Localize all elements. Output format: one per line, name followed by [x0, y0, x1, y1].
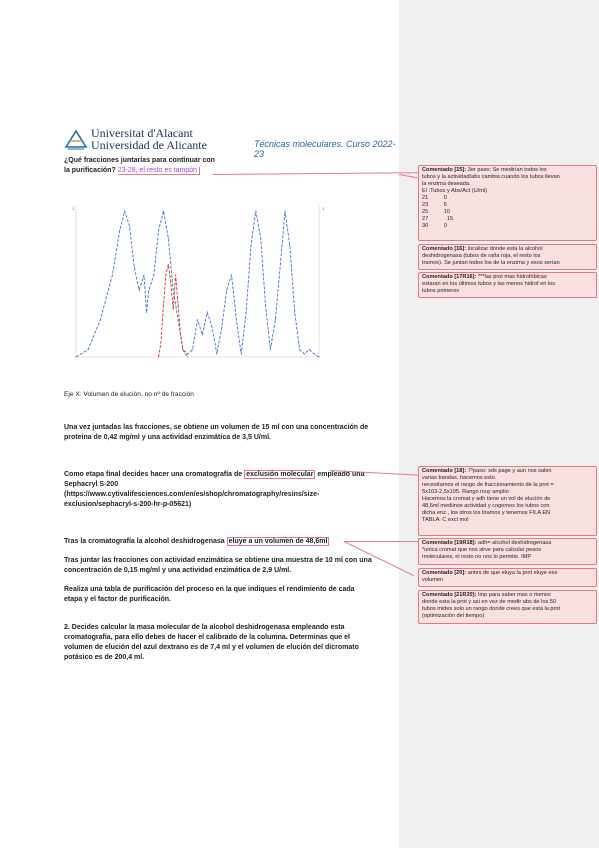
data-point	[197, 319, 198, 320]
elution-chart	[64, 200, 339, 380]
paragraph-4-line-2: concentración de 0,15 mg/ml y una actividad enzimática de 2,9 U/ml.	[64, 567, 292, 574]
data-point	[241, 354, 242, 355]
comment-line: estaran en los últimos tubos y las menos hidrof en los	[422, 281, 556, 287]
comment-line: volumen	[422, 577, 444, 583]
data-point	[236, 319, 237, 320]
comment-line: 3er paso: Se medirían todos los	[467, 167, 547, 173]
course-title: Técnicas moleculares. Curso 2022-23	[254, 139, 396, 159]
answer-text: 23-28, el resto es tampón	[118, 167, 200, 175]
data-point	[212, 327, 213, 328]
data-point	[187, 357, 188, 358]
comment-line: donde esta la prot y asi en vez de medir abs de los 50	[422, 599, 557, 605]
data-point	[178, 304, 179, 305]
data-point	[129, 225, 130, 226]
data-point	[173, 309, 174, 310]
comment-title: Comentado [18]:	[422, 468, 467, 474]
data-point	[182, 349, 183, 350]
paragraph-5-line-2: etapa y el factor de purificación.	[64, 596, 171, 603]
data-point	[221, 327, 222, 328]
paragraph-2-link-line-2[interactable]: exclusion/sephacryl-s-200-hr-p-05621)	[64, 501, 192, 508]
comment-20[interactable]	[418, 568, 597, 587]
comment-line: 27 15	[422, 216, 454, 222]
data-point	[153, 275, 154, 276]
data-point	[112, 275, 113, 276]
p2-text-a: Como etapa final decides hacer una cromatografía de	[64, 471, 243, 478]
comment-title: Comentado [21R20]:	[422, 592, 477, 598]
series-line-1	[159, 265, 188, 357]
question-2-line-1: 2. Decides calcular la masa molecular de la alcohol deshidrogenasa empleando esta	[64, 624, 345, 631]
comment-line: necesitamos el rango de fraccionamiento de la prot =	[422, 482, 554, 488]
paragraph-2-line-2: Sephacryl S-200	[64, 481, 119, 488]
comment-line: tubos y la actividad/abs cambia cuando los tubos llevan	[422, 174, 560, 180]
question-2-line-2: cromatografía, para ello debes de hacer el calibrado de la columna. Determinas que el	[64, 634, 350, 641]
comment-17r16[interactable]	[418, 272, 597, 298]
chart-caption: Eje X: Volumen de elución, no nº de fracción	[64, 391, 194, 398]
comment-title: Comentado [19R18]:	[422, 540, 477, 546]
data-point	[144, 275, 145, 276]
comment-line: 5x103-2,5x105. Rango muy amplio	[422, 489, 509, 495]
comment-line: antes de que eluya la prot eluye ese	[467, 570, 558, 576]
data-point	[270, 349, 271, 350]
data-point	[255, 211, 256, 212]
data-point	[148, 290, 149, 291]
data-point	[180, 334, 181, 335]
paragraph-2-link-line-1[interactable]: (https://www.cytivalifesciences.com/en/es/shop/chromatography/resins/size-	[64, 491, 320, 498]
comment-18[interactable]	[418, 466, 597, 536]
data-point	[304, 354, 305, 355]
data-point	[294, 312, 295, 313]
data-point	[280, 267, 281, 268]
comment-line: 25 10	[422, 209, 450, 215]
data-point	[314, 354, 315, 355]
data-point	[170, 282, 171, 283]
data-point	[158, 230, 159, 231]
data-point	[289, 245, 290, 246]
comment-line: tramos). Se juntan todos los de la enzima y esos serían	[422, 260, 560, 266]
comments-margin	[399, 0, 599, 848]
comment-title: Comentado [15]:	[422, 167, 467, 173]
data-point	[168, 237, 169, 238]
comment-line: varias bandas. hacemos esto.	[422, 475, 497, 481]
series-layer	[76, 211, 320, 358]
comment-line: 23 5	[422, 202, 447, 208]
data-point	[216, 354, 217, 355]
data-point	[168, 264, 169, 265]
data-point	[173, 290, 174, 291]
data-point	[134, 267, 135, 268]
data-point	[76, 357, 77, 358]
data-point	[285, 211, 286, 212]
comment-line: El :Tubos y Abs/Act (U/ml)	[422, 188, 488, 194]
comment-line: dicha enz., los otros los tiramos y tenemos FILA EN	[422, 510, 551, 516]
comment-19-leader	[344, 541, 418, 542]
data-point	[146, 312, 147, 313]
comment-line: tubos mides solo un rango donde crees que está la prot	[422, 606, 561, 612]
comment-line: ***las prot mas hidrofóbicas	[477, 274, 547, 280]
data-point	[275, 319, 276, 320]
paragraph-4-line-1: Tras juntar las fracciones con actividad enzimática se obtiene una muestra de 10 ml con una	[64, 557, 372, 564]
comment-line: (optimización del tiempo)	[422, 613, 485, 619]
paragraph-1-line-1: Una vez juntadas las fracciones, se obtiene un volumen de 15 ml con una concentración de	[64, 424, 369, 431]
series-line-0	[76, 211, 319, 357]
data-point	[124, 211, 125, 212]
comment-19r18[interactable]	[418, 538, 597, 565]
paragraph-1-line-2: proteína de 0,42 mg/ml y una actividad enzimática de 3,5 U/ml.	[64, 434, 271, 441]
data-point	[309, 349, 310, 350]
university-emblem-icon	[64, 127, 88, 151]
paragraph-3	[64, 537, 329, 547]
data-point	[100, 319, 101, 320]
comment-line: TABLA: C excl mol	[422, 517, 469, 523]
question-line-2	[64, 166, 200, 176]
comment-line: 48,6ml mediinos actividad y cogemos los tubos con	[422, 503, 550, 509]
question-2-line-3: volumen de elución del azul dextrano es de 7,4 ml y el volumen de elución del dicromato	[64, 644, 359, 651]
logo-line-2: Universidad de Alicante	[91, 138, 207, 152]
highlight-exclusion-molecular: exclusión molecular	[246, 471, 314, 478]
comment-line: localizar donde esta la alcohol	[467, 246, 543, 252]
comment-line: Hacemos la cromat y adh tiene un vol de elución de	[422, 496, 551, 502]
comment-line: Imp para saber mas o menos	[477, 592, 551, 598]
comment-line: 30 0	[422, 223, 447, 229]
comment-16[interactable]	[418, 244, 597, 270]
comment-21r20[interactable]	[418, 590, 597, 624]
comment-15[interactable]	[418, 165, 597, 241]
data-point	[265, 304, 266, 305]
comment-title: Comentado [20]:	[422, 570, 467, 576]
university-logo	[64, 125, 254, 155]
comment-line: 7ºpaso: sds page y aun nos salen	[467, 468, 552, 474]
p3-text: Tras la cromatografía la alcohol deshidrogenasa	[64, 538, 225, 545]
data-point	[187, 354, 188, 355]
data-point	[207, 312, 208, 313]
highlight-elution-volume: eluye a un volumen de 48,6ml	[228, 538, 328, 545]
data-point	[163, 211, 164, 212]
comment-title: Comentado [16]:	[422, 246, 467, 252]
question-label: la purificación?	[64, 167, 116, 174]
comment-title: Comentado [17R16]:	[422, 274, 477, 280]
data-point	[226, 290, 227, 291]
data-point	[178, 319, 179, 320]
right-tick-top: 1	[322, 206, 325, 211]
comment-line: adh= alcohol deshidrogenasa	[477, 540, 552, 546]
comment-line: *unica cromat que nos sirve para calcular pesos	[422, 547, 542, 553]
data-point	[231, 275, 232, 276]
logo-line-1: Universitat d'Alacant	[91, 126, 193, 140]
data-point	[165, 275, 166, 276]
data-point	[158, 357, 159, 358]
data-point	[161, 342, 162, 343]
data-point	[319, 357, 320, 358]
data-point	[299, 349, 300, 350]
question-2-line-4: potásico es de 200,4 ml.	[64, 654, 145, 661]
comment-line: la enzima deseada.	[422, 181, 471, 187]
paragraph-2-line-1	[64, 470, 364, 480]
data-point	[251, 245, 252, 246]
comment-line: 21 0	[422, 195, 447, 201]
data-point	[260, 237, 261, 238]
data-point	[185, 354, 186, 355]
data-point	[192, 349, 193, 350]
data-point	[139, 290, 140, 291]
p2-text-b: empleado una	[317, 471, 365, 478]
data-point	[246, 312, 247, 313]
comment-line: tubos primeros	[422, 288, 459, 294]
data-point	[88, 349, 89, 350]
comment-line: moleculares, el resto no nos lo permite. IMP	[422, 554, 532, 560]
data-point	[202, 334, 203, 335]
data-point	[175, 275, 176, 276]
data-point	[119, 230, 120, 231]
left-tick-top: 1	[72, 206, 75, 211]
paragraph-5-line-1: Realiza una tabla de purificación del proceso en la que indiques el rendimiento de cada	[64, 586, 355, 593]
data-point	[163, 304, 164, 305]
comment-line: deshidrogenasa (tubos de raña roja, el resto los	[422, 253, 541, 259]
question-line-1: ¿Qué fracciones juntarías para continuar con	[64, 157, 215, 164]
